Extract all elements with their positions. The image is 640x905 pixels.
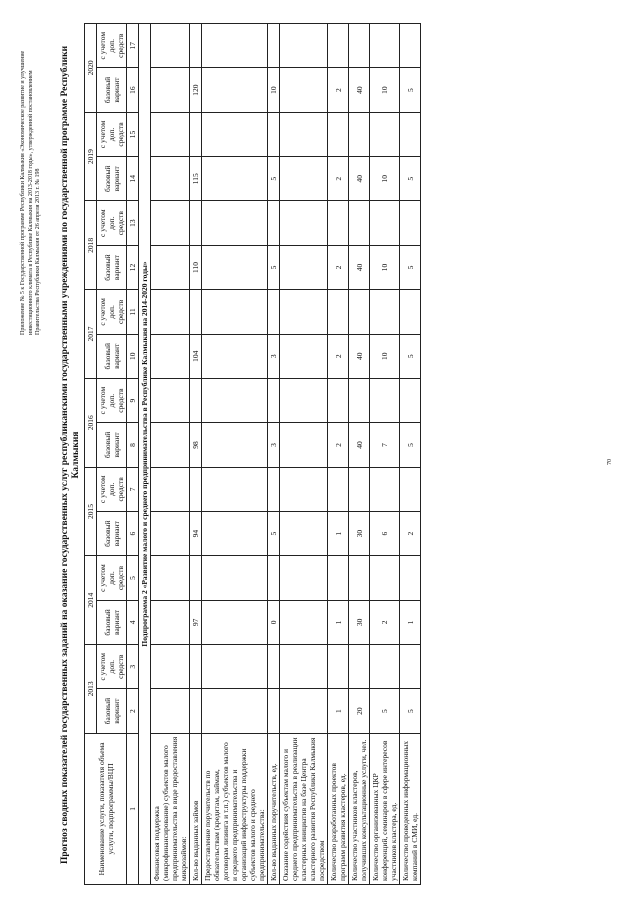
value-cell: 2 xyxy=(400,511,421,555)
header-extra-funds: с учетом доп. средств xyxy=(97,645,127,689)
value-cell xyxy=(349,467,370,511)
value-cell xyxy=(268,24,280,68)
value-cell: 2 xyxy=(328,334,349,378)
value-cell xyxy=(400,24,421,68)
value-cell xyxy=(202,68,268,112)
value-cell: 10 xyxy=(370,68,400,112)
value-cell xyxy=(190,290,202,334)
value-cell xyxy=(202,378,268,422)
header-extra-funds: с учетом доп. средств xyxy=(97,378,127,422)
value-cell xyxy=(268,645,280,689)
value-cell xyxy=(151,68,190,112)
value-cell xyxy=(400,290,421,334)
value-cell xyxy=(190,467,202,511)
value-cell: 5 xyxy=(400,245,421,289)
row-name: Предоставление поручительств по обязательствам (кредитам, займам, договорам лизинга и т.п.) субъектов малого и среднего предпринимательства и организаций инфраструктуры поддержки субъектов малого и среднего предпринимательства: xyxy=(202,733,268,884)
value-cell xyxy=(190,201,202,245)
value-cell xyxy=(151,556,190,600)
value-cell: 5 xyxy=(400,334,421,378)
value-cell xyxy=(328,467,349,511)
value-cell xyxy=(280,112,328,156)
value-cell: 30 xyxy=(349,511,370,555)
value-cell xyxy=(268,290,280,334)
value-cell: 2 xyxy=(328,423,349,467)
value-cell xyxy=(349,112,370,156)
value-cell xyxy=(202,556,268,600)
value-cell xyxy=(328,290,349,334)
header-base-variant: базовый вариант xyxy=(97,423,127,467)
header-base-variant: базовый вариант xyxy=(97,511,127,555)
value-cell xyxy=(280,467,328,511)
value-cell: 5 xyxy=(400,423,421,467)
value-cell xyxy=(151,112,190,156)
value-cell xyxy=(268,467,280,511)
value-cell: 110 xyxy=(190,245,202,289)
document-title: Прогноз сводных показателей государственных заданий на оказание государственных услуг республиканскими государственными учреждениями по государственной программе Республики Калмыкия xyxy=(60,45,81,865)
header-base-variant: базовый вариант xyxy=(97,600,127,644)
section-row xyxy=(139,24,151,885)
value-cell xyxy=(151,290,190,334)
row-name: Количество разработанных проектов программ развития кластеров, ед. xyxy=(328,733,349,884)
value-cell xyxy=(268,378,280,422)
value-cell xyxy=(400,378,421,422)
value-cell xyxy=(328,645,349,689)
value-cell xyxy=(202,157,268,201)
column-number: 10 xyxy=(127,334,139,378)
column-number: 7 xyxy=(127,467,139,511)
value-cell xyxy=(202,290,268,334)
value-cell: 10 xyxy=(370,157,400,201)
value-cell xyxy=(280,645,328,689)
value-cell xyxy=(400,112,421,156)
value-cell: 1 xyxy=(328,511,349,555)
value-cell xyxy=(328,24,349,68)
value-cell xyxy=(151,645,190,689)
value-cell: 2 xyxy=(328,157,349,201)
value-cell: 40 xyxy=(349,68,370,112)
value-cell xyxy=(370,467,400,511)
column-number: 16 xyxy=(127,68,139,112)
column-number: 8 xyxy=(127,423,139,467)
value-cell xyxy=(280,689,328,733)
value-cell xyxy=(328,201,349,245)
value-cell xyxy=(280,245,328,289)
value-cell xyxy=(268,201,280,245)
value-cell: 40 xyxy=(349,157,370,201)
value-cell xyxy=(370,378,400,422)
column-number: 4 xyxy=(127,600,139,644)
value-cell: 5 xyxy=(400,68,421,112)
value-cell: 2 xyxy=(328,245,349,289)
header-extra-funds: с учетом доп. средств xyxy=(97,290,127,334)
value-cell: 3 xyxy=(268,334,280,378)
value-cell xyxy=(349,556,370,600)
header-year: 2019 xyxy=(85,112,97,201)
value-cell xyxy=(151,378,190,422)
table-row xyxy=(328,24,349,885)
header-base-variant: базовый вариант xyxy=(97,157,127,201)
value-cell xyxy=(328,556,349,600)
value-cell: 5 xyxy=(400,157,421,201)
value-cell xyxy=(190,24,202,68)
page-number: 70 xyxy=(607,459,613,465)
header-extra-funds: с учетом доп. средств xyxy=(97,201,127,245)
header-extra-funds: с учетом доп. средств xyxy=(97,24,127,68)
value-cell xyxy=(202,201,268,245)
value-cell: 10 xyxy=(370,245,400,289)
value-cell: 94 xyxy=(190,511,202,555)
header-year: 2018 xyxy=(85,201,97,290)
header-extra-funds: с учетом доп. средств xyxy=(97,556,127,600)
value-cell xyxy=(280,334,328,378)
value-cell xyxy=(151,245,190,289)
value-cell xyxy=(349,24,370,68)
table-row xyxy=(280,24,328,885)
value-cell: 40 xyxy=(349,423,370,467)
value-cell xyxy=(280,68,328,112)
table-row xyxy=(349,24,370,885)
row-name: Количество проведенных информационных компаний в СМИ, ед. xyxy=(400,733,421,884)
value-cell: 5 xyxy=(370,689,400,733)
value-cell: 40 xyxy=(349,334,370,378)
column-number: 12 xyxy=(127,245,139,289)
value-cell: 2 xyxy=(370,600,400,644)
value-cell xyxy=(328,378,349,422)
value-cell: 6 xyxy=(370,511,400,555)
value-cell xyxy=(151,600,190,644)
value-cell xyxy=(349,645,370,689)
value-cell xyxy=(400,556,421,600)
value-cell xyxy=(202,24,268,68)
value-cell xyxy=(328,112,349,156)
value-cell xyxy=(268,689,280,733)
value-cell: 5 xyxy=(400,689,421,733)
value-cell: 1 xyxy=(328,689,349,733)
column-number: 5 xyxy=(127,556,139,600)
value-cell xyxy=(370,112,400,156)
value-cell: 98 xyxy=(190,423,202,467)
row-name: Оказание содействия субъектам малого и среднего предпринимательства в реализации кластерных инициатив на базе Центра кластерного развития Республики Калмыкия посредством xyxy=(280,733,328,884)
value-cell: 2 xyxy=(328,68,349,112)
value-cell: 10 xyxy=(268,68,280,112)
value-cell xyxy=(370,24,400,68)
value-cell xyxy=(202,245,268,289)
row-name: Кол-во выданных поручительств, ед. xyxy=(268,733,280,884)
header-year: 2017 xyxy=(85,290,97,379)
value-cell xyxy=(151,511,190,555)
table-row xyxy=(370,24,400,885)
value-cell: 115 xyxy=(190,157,202,201)
value-cell xyxy=(370,556,400,600)
value-cell: 1 xyxy=(328,600,349,644)
value-cell xyxy=(280,423,328,467)
value-cell xyxy=(202,334,268,378)
value-cell xyxy=(400,645,421,689)
value-cell: 1 xyxy=(400,600,421,644)
header-name-cell: Наименование услуги, показателя объема услуги, подпрограммы/ВЦП xyxy=(85,733,127,884)
value-cell: 10 xyxy=(370,334,400,378)
value-cell xyxy=(280,24,328,68)
value-cell xyxy=(280,290,328,334)
value-cell xyxy=(151,24,190,68)
header-row-years xyxy=(85,24,97,885)
value-cell: 0 xyxy=(268,600,280,644)
value-cell: 40 xyxy=(349,245,370,289)
value-cell: 120 xyxy=(190,68,202,112)
value-cell xyxy=(202,467,268,511)
value-cell xyxy=(151,467,190,511)
column-number: 1 xyxy=(127,733,139,884)
annex-note: Приложение № 5 к Государственной программе Республики Калмыкия «Экономическое развитие и улучшение инвестиционного климата в Республике Калмыкия на 2013-2018 годы», утвержденной постановлением Правительства Республики Калмыкия от 26 апреля 2013 г. № 198 xyxy=(20,50,41,335)
value-cell xyxy=(280,556,328,600)
value-cell xyxy=(370,290,400,334)
header-extra-funds: с учетом доп. средств xyxy=(97,112,127,156)
value-cell xyxy=(151,334,190,378)
table-row xyxy=(202,24,268,885)
column-number: 6 xyxy=(127,511,139,555)
header-extra-funds: с учетом доп. средств xyxy=(97,467,127,511)
value-cell: 5 xyxy=(268,157,280,201)
value-cell xyxy=(202,645,268,689)
value-cell: 7 xyxy=(370,423,400,467)
row-name: Финансовая поддержка (микрофинансирование) субъектов малого предпринимательства в виде предоставления микрозаймов: xyxy=(151,733,190,884)
value-cell xyxy=(400,201,421,245)
column-number: 14 xyxy=(127,157,139,201)
value-cell xyxy=(151,157,190,201)
table-row xyxy=(400,24,421,885)
header-year: 2015 xyxy=(85,467,97,556)
value-cell xyxy=(190,645,202,689)
value-cell xyxy=(349,378,370,422)
value-cell xyxy=(190,112,202,156)
row-name: Количество организованных ЦКР конференций, семинаров в сфере интересов участников кластера, ед. xyxy=(370,733,400,884)
value-cell xyxy=(202,600,268,644)
value-cell xyxy=(349,290,370,334)
value-cell: 5 xyxy=(268,245,280,289)
value-cell xyxy=(151,423,190,467)
value-cell xyxy=(151,201,190,245)
header-row-numbers xyxy=(127,24,139,885)
value-cell: 5 xyxy=(268,511,280,555)
value-cell: 20 xyxy=(349,689,370,733)
value-cell xyxy=(190,378,202,422)
header-base-variant: базовый вариант xyxy=(97,334,127,378)
column-number: 17 xyxy=(127,24,139,68)
value-cell xyxy=(280,378,328,422)
value-cell: 97 xyxy=(190,600,202,644)
column-number: 13 xyxy=(127,201,139,245)
header-base-variant: базовый вариант xyxy=(97,689,127,733)
value-cell xyxy=(202,511,268,555)
value-cell: 104 xyxy=(190,334,202,378)
header-base-variant: базовый вариант xyxy=(97,68,127,112)
indicators-table xyxy=(84,23,421,885)
row-name: Количество участников кластеров, получивших консультационные услуги, чел. xyxy=(349,733,370,884)
column-number: 2 xyxy=(127,689,139,733)
header-year: 2013 xyxy=(85,645,97,734)
header-year: 2016 xyxy=(85,378,97,467)
value-cell xyxy=(280,157,328,201)
row-name: Кол-во выданных займов xyxy=(190,733,202,884)
header-year: 2020 xyxy=(85,24,97,113)
table-row xyxy=(190,24,202,885)
table-row xyxy=(151,24,190,885)
value-cell xyxy=(400,467,421,511)
header-base-variant: базовый вариант xyxy=(97,245,127,289)
value-cell xyxy=(268,112,280,156)
column-number: 9 xyxy=(127,378,139,422)
column-number: 3 xyxy=(127,645,139,689)
section-title: Подпрограмма 2 «Развитие малого и среднего предпринимательства в Республике Калмыкия на 2014-2020 годы» xyxy=(139,24,151,885)
value-cell xyxy=(190,556,202,600)
header-year: 2014 xyxy=(85,556,97,645)
value-cell xyxy=(190,689,202,733)
value-cell xyxy=(349,201,370,245)
value-cell xyxy=(280,511,328,555)
value-cell xyxy=(370,645,400,689)
value-cell xyxy=(280,600,328,644)
value-cell xyxy=(202,112,268,156)
value-cell xyxy=(151,689,190,733)
value-cell xyxy=(202,423,268,467)
value-cell xyxy=(268,556,280,600)
column-number: 11 xyxy=(127,290,139,334)
value-cell xyxy=(280,201,328,245)
value-cell xyxy=(202,689,268,733)
column-number: 15 xyxy=(127,112,139,156)
value-cell: 30 xyxy=(349,600,370,644)
value-cell: 3 xyxy=(268,423,280,467)
value-cell xyxy=(370,201,400,245)
table-row xyxy=(268,24,280,885)
